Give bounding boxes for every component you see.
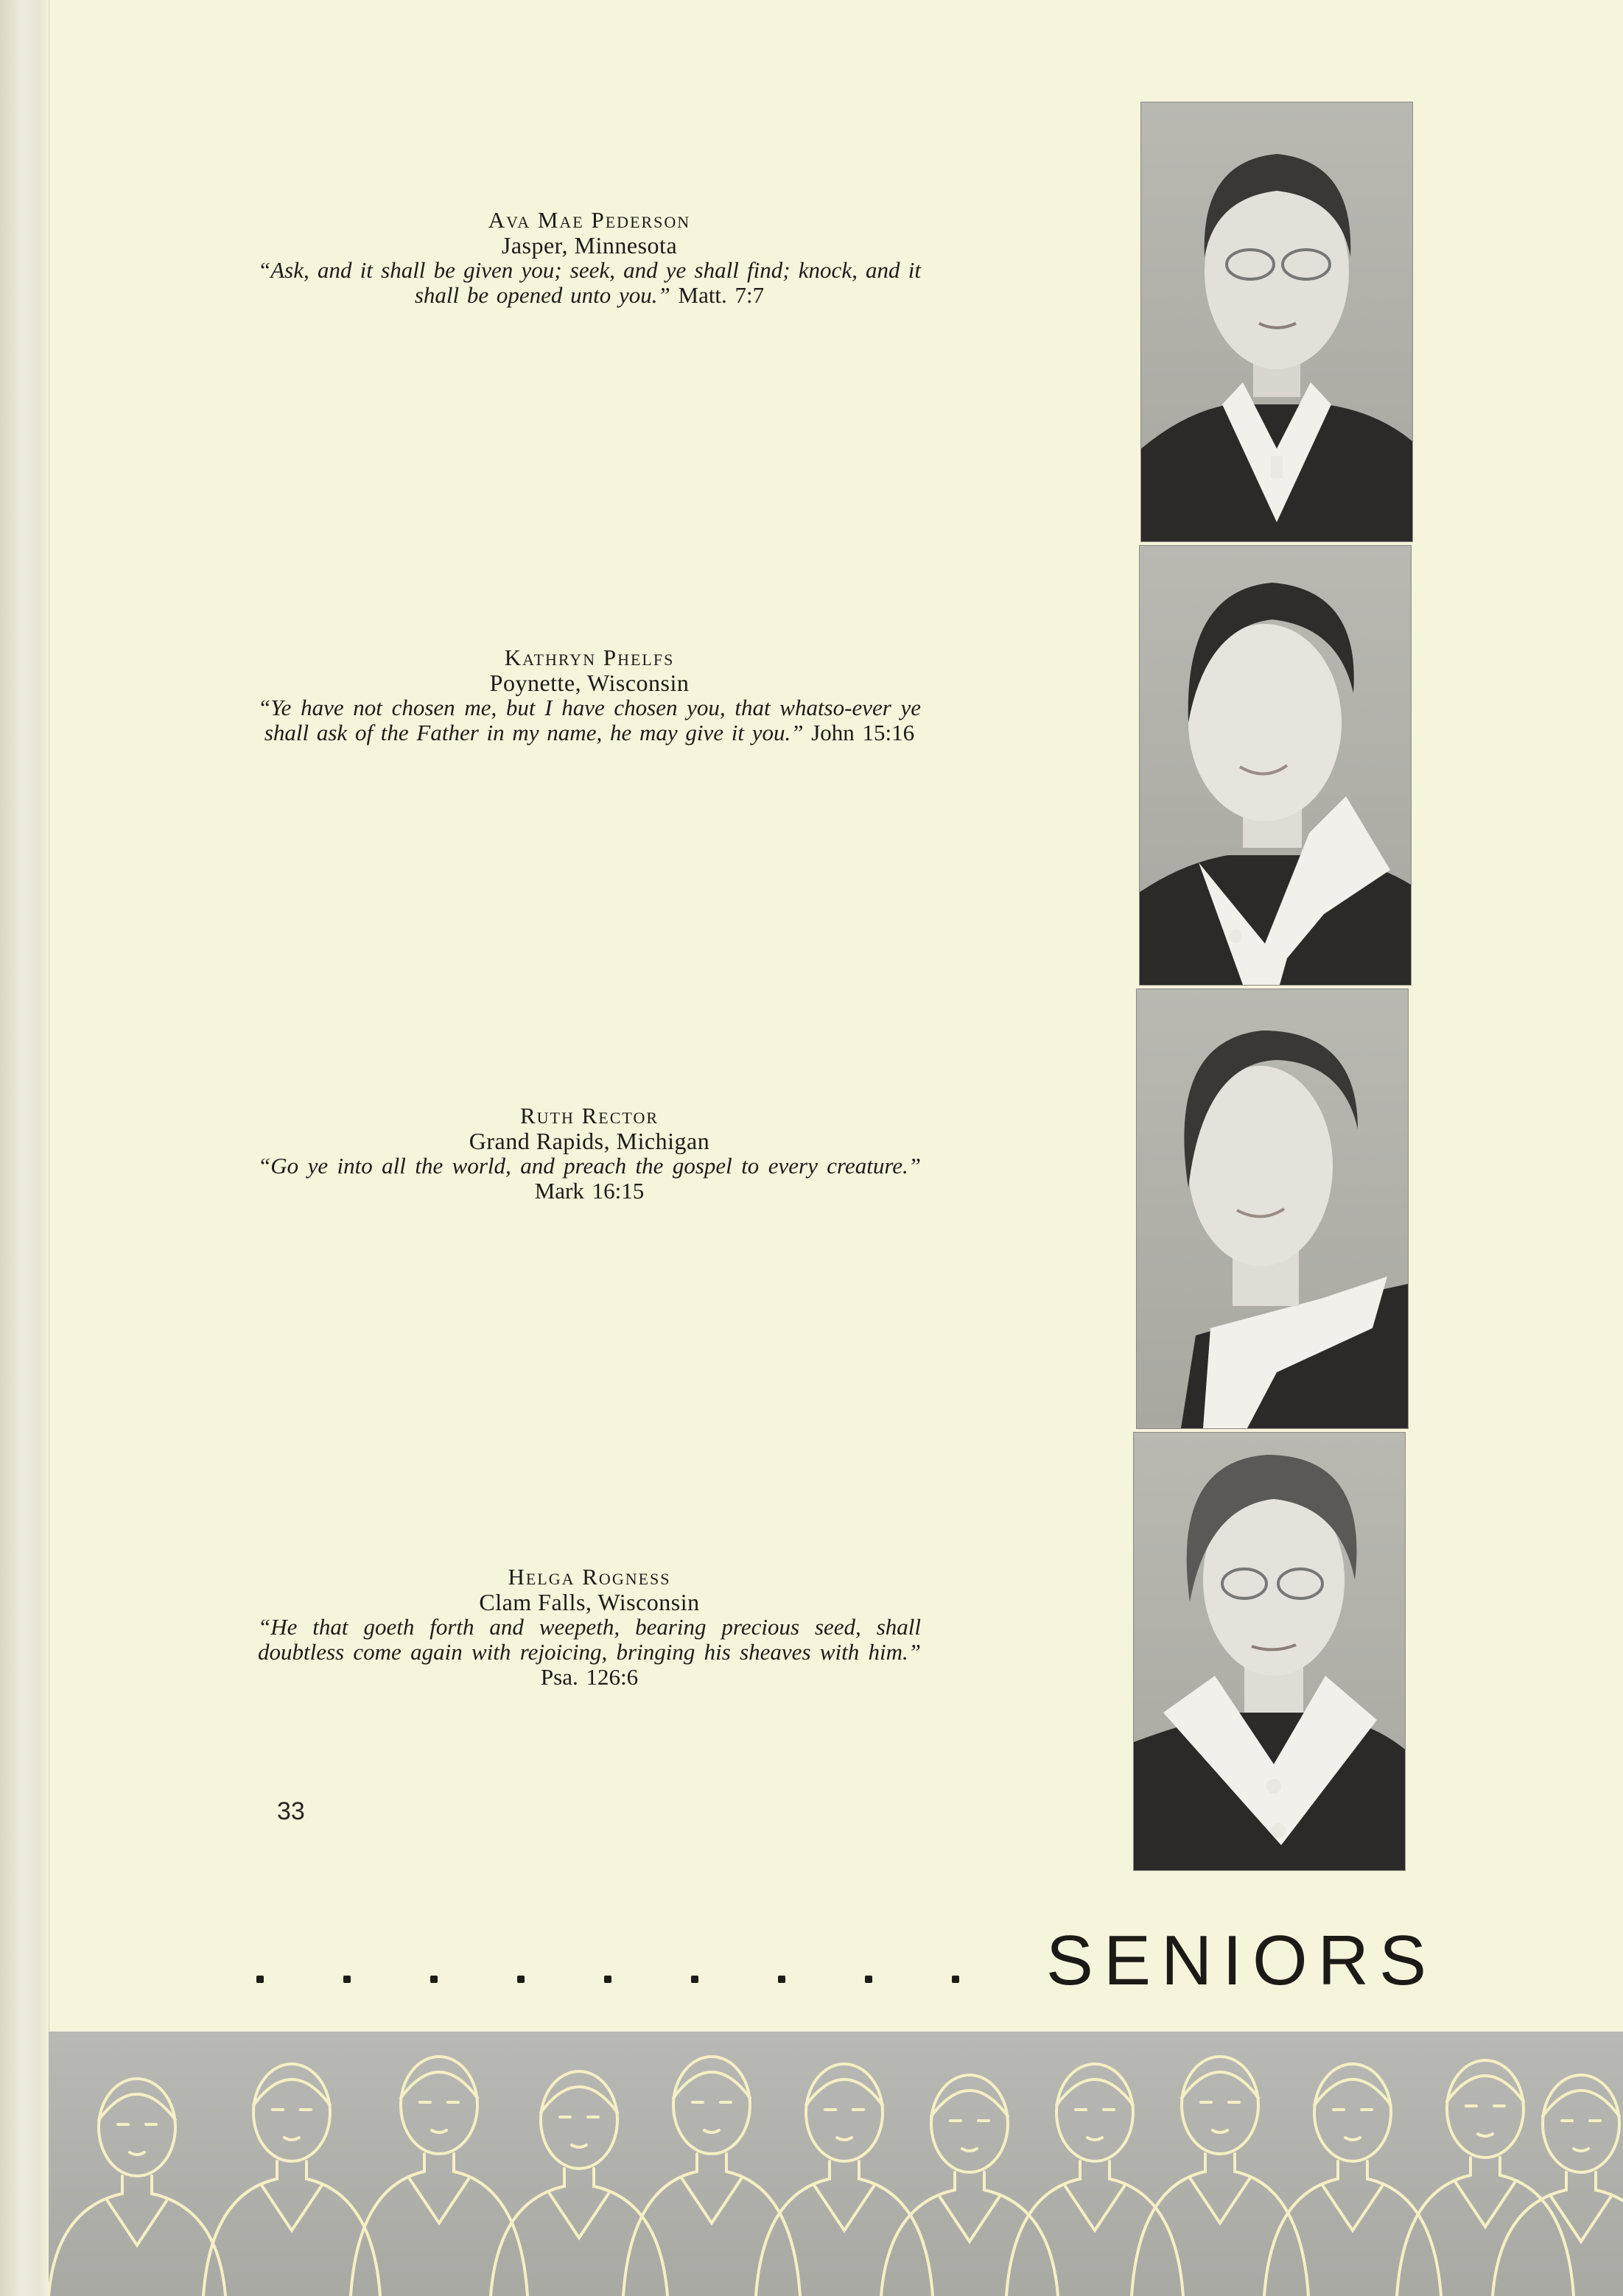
leader-dot bbox=[430, 1976, 438, 1983]
quote-reference: Psa. 126:6 bbox=[540, 1664, 639, 1690]
student-illustration bbox=[49, 2032, 1623, 2296]
portrait-photo-rector bbox=[1136, 989, 1409, 1429]
leader-dot bbox=[517, 1976, 525, 1983]
leader-dot bbox=[343, 1976, 351, 1983]
quote-text: “Ask, and it shall be given you; seek, and ye shall find; knock, and it shall be opened unto you.” bbox=[258, 257, 921, 308]
portrait-photo-pederson bbox=[1140, 102, 1413, 542]
leader-dot bbox=[952, 1976, 959, 1983]
senior-entry-pederson bbox=[243, 208, 936, 308]
leader-dot bbox=[778, 1976, 785, 1983]
senior-entry-phelfs bbox=[243, 645, 936, 745]
page-number: 33 bbox=[277, 1797, 305, 1825]
senior-name: Ruth Rector bbox=[519, 1103, 659, 1128]
senior-quote bbox=[243, 1154, 936, 1204]
senior-quote bbox=[243, 1615, 936, 1690]
leader-dot bbox=[865, 1976, 872, 1983]
senior-entry-rogness bbox=[243, 1565, 936, 1690]
leader-dot bbox=[604, 1976, 611, 1983]
senior-name: Helga Rogness bbox=[508, 1564, 671, 1590]
senior-name: Ava Mae Pederson bbox=[488, 207, 691, 233]
senior-hometown: Clam Falls, Wisconsin bbox=[479, 1589, 700, 1615]
leader-dot bbox=[256, 1976, 264, 1983]
portrait-photo-rogness bbox=[1133, 1432, 1406, 1871]
senior-entry-rector bbox=[243, 1103, 936, 1204]
quote-reference: Mark 16:15 bbox=[534, 1178, 645, 1204]
quote-text: “He that goeth forth and weepeth, bearing precious seed, shall doubtless come again with rejoicing, bringing his sheaves with him.” bbox=[258, 1614, 921, 1665]
quote-text: “Go ye into all the world, and preach the gospel to every creature.” bbox=[258, 1153, 921, 1179]
portrait-photo-phelfs bbox=[1139, 545, 1412, 986]
quote-reference: Matt. 7:7 bbox=[678, 282, 765, 308]
student-illustration-banner bbox=[49, 2032, 1623, 2296]
senior-quote bbox=[243, 258, 936, 308]
spiral-binding bbox=[0, 0, 49, 2296]
senior-hometown: Jasper, Minnesota bbox=[501, 232, 678, 259]
section-title: SENIORS bbox=[1045, 1921, 1437, 2000]
senior-name: Kathryn Phelfs bbox=[504, 645, 675, 670]
quote-reference: John 15:16 bbox=[811, 720, 915, 745]
senior-quote bbox=[243, 695, 936, 745]
section-heading bbox=[243, 1915, 1437, 2000]
senior-hometown: Grand Rapids, Michigan bbox=[469, 1128, 710, 1154]
quote-text: “Ye have not chosen me, but I have chosen you, that whatso-ever ye shall ask of the Father in my name, he may give it you.” bbox=[258, 695, 921, 745]
senior-hometown: Poynette, Wisconsin bbox=[489, 670, 690, 696]
leader-dot bbox=[691, 1976, 698, 1983]
